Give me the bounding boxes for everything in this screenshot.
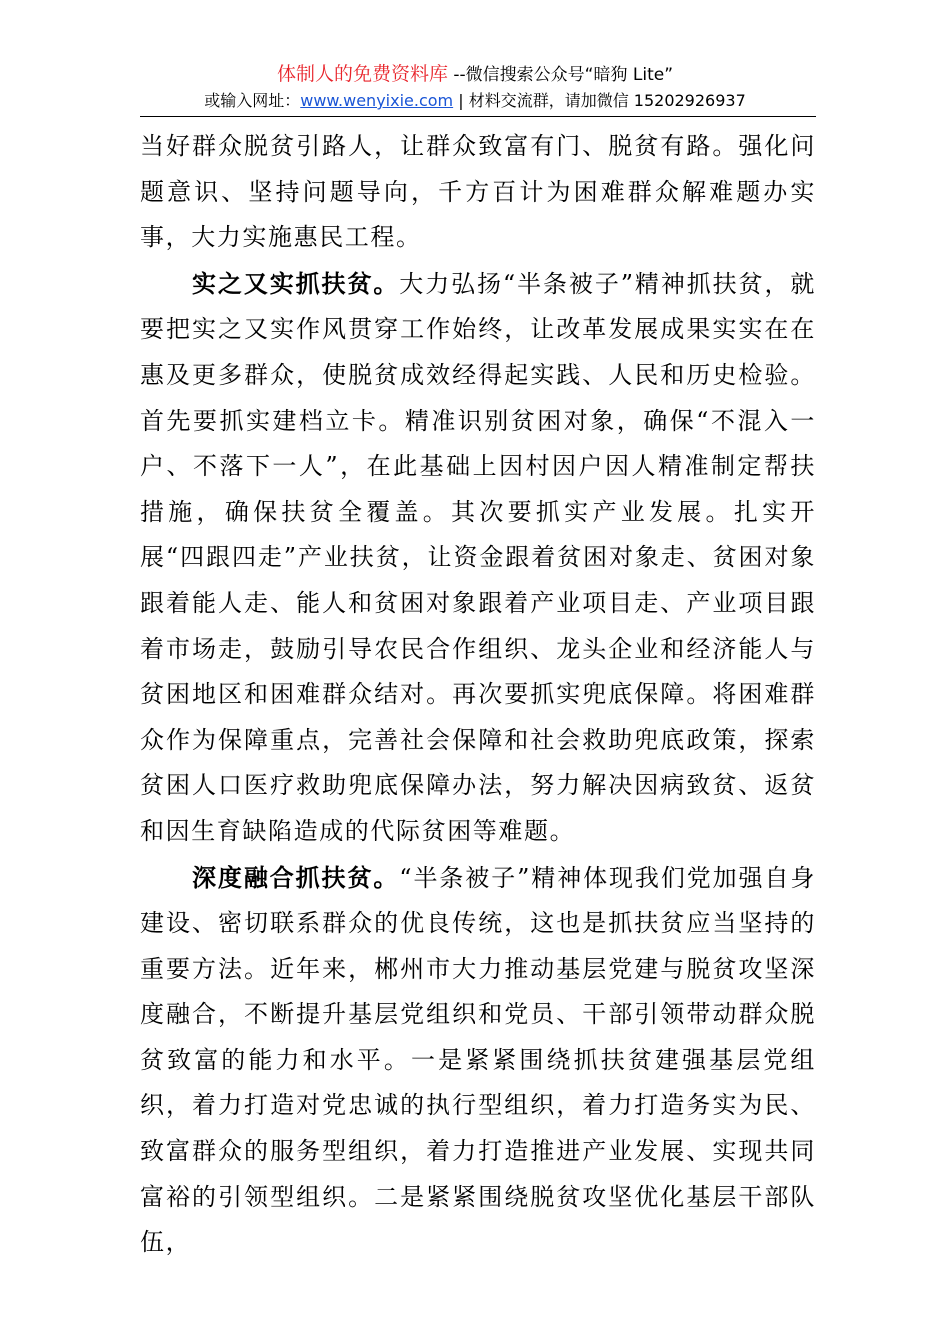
paragraph-text: “半条被子”精神体现我们党加强自身建设、密切联系群众的优良传统，这也是抓扶贫应当坚持的重要方法。近年来，郴州市大力推动基层党建与脱贫攻坚深度融合，不断提升基层党组织和党员、干部引领带动群众脱贫致富的能力和水平。一是紧紧围绕抓扶贫建强基层党组织，着力打造对党忠诚的执行型组织，着力打造务实为民、致富群众的服务型组织，着力打造推进产业发展、实现共同富裕的引领型组织。二是紧紧围绕脱贫攻坚优化基层干部队伍， (140, 863, 816, 1257)
header-line-2 (0, 89, 950, 113)
paragraph-heading: 深度融合抓扶贫。 (192, 862, 400, 892)
paragraph-text: 大力弘扬“半条被子”精神抓扶贫，就要把实之又实作风贯穿工作始终，让改革发展成果实实在在惠及更多群众，使脱贫成效经得起实践、人民和历史检验。首先要抓实建档立卡。精准识别贫困对象，确保“不混入一户、不落下一人”，在此基础上因村因户因人精准制定帮扶措施，确保扶贫全覆盖。其次要抓实产业发展。扎实开展“四跟四走”产业扶贫，让资金跟着贫困对象走、贫困对象跟着能人走、能人和贫困对象跟着产业项目走、产业项目跟着市场走，鼓励引导农民合作组织、龙头企业和经济能人与贫困地区和困难群众结对。再次要抓实兜底保障。将困难群众作为保障重点，完善社会保障和社会救助兜底政策，探索贫困人口医疗救助兜底保障办法，努力解决因病致贫、返贫和因生育缺陷造成的代际贫困等难题。 (140, 269, 816, 845)
paragraph-integration (140, 855, 816, 1266)
paragraph-text: 当好群众脱贫引路人，让群众致富有门、脱贫有路。强化问题意识、坚持问题导向，千方百计为困难群众解难题办实事，大力实施惠民工程。 (140, 132, 816, 252)
header-rule (140, 116, 816, 117)
header-line-1 (0, 62, 950, 87)
header-separator: | (453, 91, 469, 110)
website-link[interactable]: www.wenyixie.com (300, 91, 454, 110)
header-tagline: --微信搜索公众号“暗狗 Lite” (448, 65, 674, 85)
page-header (0, 62, 950, 113)
header-brand: 体制人的免费资料库 (276, 63, 448, 85)
paragraph-continuation (140, 124, 816, 261)
url-prefix: 或输入网址： (204, 91, 301, 110)
paragraph-practical (140, 261, 816, 855)
header-contact: 材料交流群，请加微信 15202926937 (468, 91, 746, 110)
paragraph-heading: 实之又实抓扶贫。 (192, 268, 400, 298)
document-body (140, 124, 816, 1266)
